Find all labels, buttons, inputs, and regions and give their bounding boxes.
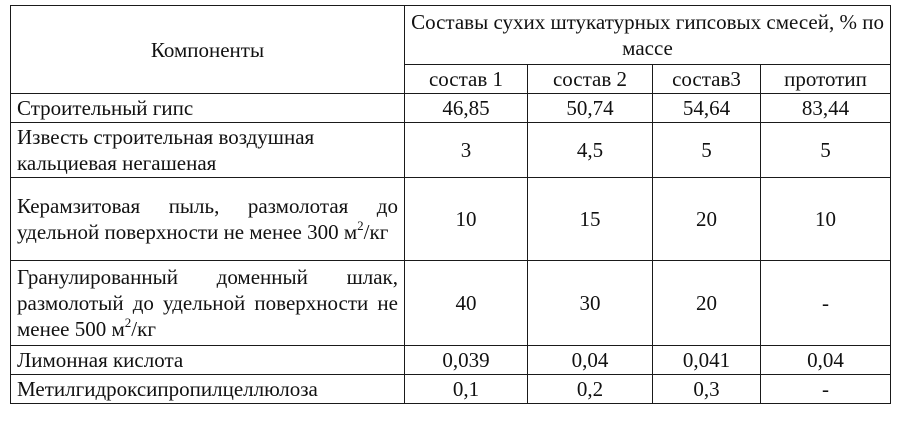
value-cell: 0,04 (761, 346, 891, 375)
value-cell: 30 (528, 261, 653, 346)
value-cell: 3 (405, 123, 528, 178)
table-row (11, 123, 891, 178)
value-cell: 20 (653, 261, 761, 346)
value-cell: 4,5 (528, 123, 653, 178)
components-header: Компоненты (11, 6, 405, 94)
component-name: Известь строительная воздушная кальциевая негашеная (11, 123, 405, 178)
component-name: Строительный гипс (11, 94, 405, 123)
value-cell: 5 (653, 123, 761, 178)
column-header-sostav-3: состав3 (653, 65, 761, 94)
value-cell: 54,64 (653, 94, 761, 123)
superscript-exponent: 2 (124, 315, 132, 330)
table-row (11, 178, 891, 261)
value-cell: 46,85 (405, 94, 528, 123)
value-cell: - (761, 375, 891, 404)
component-name-unit: /кг (131, 317, 156, 341)
table-row (11, 346, 891, 375)
component-name (11, 261, 405, 346)
component-name: Лимонная кислота (11, 346, 405, 375)
value-cell: 0,1 (405, 375, 528, 404)
table-header-row (11, 6, 891, 65)
table-row (11, 94, 891, 123)
value-cell: 0,2 (528, 375, 653, 404)
component-name: Метилгидроксипропилцеллюлоза (11, 375, 405, 404)
column-header-prototype: прототип (761, 65, 891, 94)
composition-table (10, 5, 891, 404)
value-cell: 10 (761, 178, 891, 261)
component-name-text: Гранулированный доменный шлак, размолотый до удельной поверхности не менее 500 м (17, 265, 398, 341)
column-header-sostav-2: состав 2 (528, 65, 653, 94)
value-cell: 0,04 (528, 346, 653, 375)
component-name-text: Керамзитовая пыль, размолотая до удельной поверхности не менее 300 м (17, 194, 398, 244)
value-cell: - (761, 261, 891, 346)
value-cell: 10 (405, 178, 528, 261)
value-cell: 0,039 (405, 346, 528, 375)
value-cell: 0,041 (653, 346, 761, 375)
value-cell: 5 (761, 123, 891, 178)
component-name-unit: /кг (363, 220, 389, 244)
component-name (11, 178, 405, 261)
superscript-exponent: 2 (357, 218, 364, 233)
value-cell: 15 (528, 178, 653, 261)
value-cell: 40 (405, 261, 528, 346)
table-row (11, 261, 891, 346)
column-header-sostav-1: состав 1 (405, 65, 528, 94)
compositions-group-header: Составы сухих штукатурных гипсовых смесей, % по массе (405, 6, 891, 65)
value-cell: 83,44 (761, 94, 891, 123)
value-cell: 50,74 (528, 94, 653, 123)
value-cell: 20 (653, 178, 761, 261)
value-cell: 0,3 (653, 375, 761, 404)
table-row (11, 375, 891, 404)
